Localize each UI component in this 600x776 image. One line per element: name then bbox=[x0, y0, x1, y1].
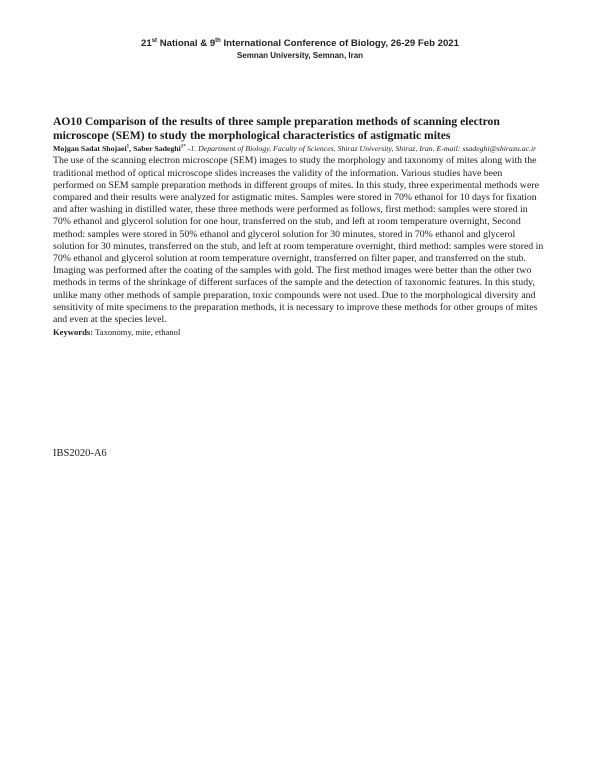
keywords-label: Keywords: bbox=[53, 327, 94, 338]
paper-title: AO10 Comparison of the results of three sample preparation methods of scanning electron microscope (SEM) to study the morphological characteristics of astigmatic mites bbox=[53, 115, 500, 142]
author-separator: , bbox=[129, 144, 134, 154]
paper-content bbox=[53, 115, 545, 338]
ordinal-suffix-st: st bbox=[151, 37, 158, 44]
conference-title bbox=[0, 38, 600, 50]
author-1: Mojgan Sadat Shojaei bbox=[53, 144, 127, 154]
keywords-line bbox=[53, 327, 545, 338]
abstract-code: IBS2020-A6 bbox=[53, 448, 107, 459]
author-line bbox=[53, 144, 545, 154]
conference-ordinal-national: 21 bbox=[141, 38, 152, 49]
conference-header bbox=[0, 38, 600, 62]
author-1-superscript: 1 bbox=[126, 144, 130, 150]
conference-venue: Semnan University, Semnan, Iran bbox=[236, 51, 364, 60]
author-affiliation: -1. Department of Biology, Faculty of Sciences, Shiraz University, Shiraz, Iran. E-mail: ssadeghi@shirazu.ac.ir bbox=[185, 144, 537, 154]
author-2-superscript: 1* bbox=[180, 144, 186, 150]
conference-national-text: National & 9 bbox=[157, 38, 216, 49]
abstract-body: The use of the scanning electron microscope (SEM) images to study the morphology and taxonomy of mites along with the traditional method of optical microscope slides increases the validity of the information. Various studies have been performed on SEM sample preparation methods in different groups of mites. In this study, three experimental methods were compared and their results were analyzed for astigmatic mites. Samples were stored in 70% ethanol for 10 days for fixation and after washing in distilled water, these three methods were performed as follows, first method: samples were stored in 70% ethanol and glycerol solution for one hour, transferred on the stub, and left at room temperature overnight, Second method: samples were stored in 50% ethanol and glycerol solution for 30 minutes, stored in 70% ethanol and glycerol solution for 30 minutes, transferred on the stub, and left at room temperature overnight, third method: samples were stored in 70% ethanol and glycerol solution at room temperature overnight, transferred on filter paper, and transferred on the stub. Imaging was performed after the coating of the samples with gold. The first method images were better than the other two methods in terms of the shrinkage of different surfaces of the sample and the detection of taxonomic features. In this study, unlike many other methods of sample preparation, toxic compounds were not used. Due to the morphological diversity and sensitivity of mite specimens to the preparation methods, it is necessary to improve these methods for other groups of mites and even at the species level. bbox=[53, 155, 544, 326]
ordinal-suffix-th: th bbox=[215, 37, 221, 44]
keywords-value: Taxonomy, mite, ethanol bbox=[93, 327, 181, 338]
author-2: Saber Sadeghi bbox=[133, 144, 181, 154]
conference-international-text: International Conference of Biology, 26-29 Feb 2021 bbox=[220, 38, 459, 49]
author-names bbox=[53, 144, 186, 153]
